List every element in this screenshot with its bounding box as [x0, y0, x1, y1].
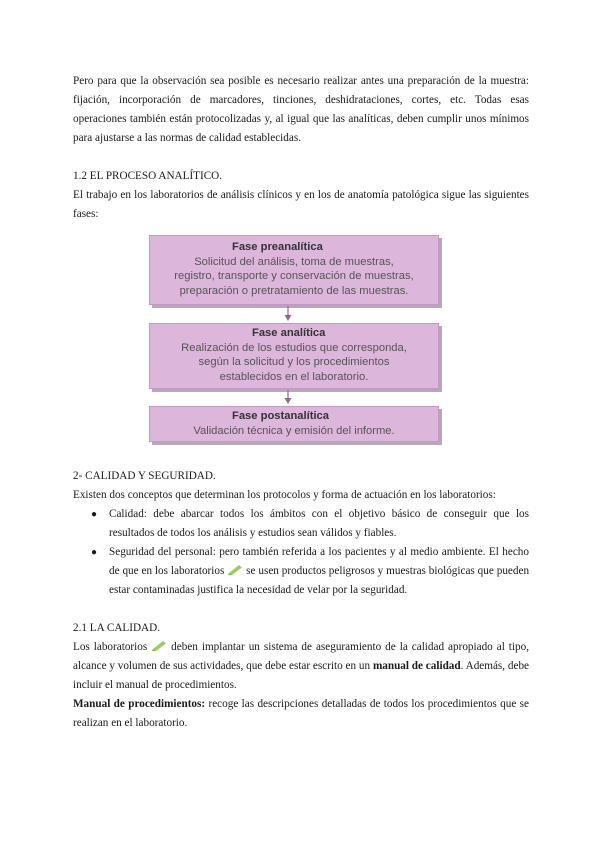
phase-line: establecidos en el laboratorio. [219, 370, 369, 383]
phase-title: Fase preanalítica [232, 241, 323, 253]
phase-title: Fase postanalítica [232, 410, 329, 422]
bullet-icon: ● [91, 509, 98, 520]
manual-calidad-term: manual de calidad [372, 660, 461, 672]
list-item [91, 543, 530, 600]
phase-line: Validación técnica y emisión del informe. [193, 424, 395, 437]
text-span: . Además, debe incluir el manual de procedimientos. [73, 660, 529, 691]
phase-line: registro, transporte y conservación de muestras, [174, 270, 414, 282]
section-1-2-text: El trabajo en los laboratorios de análisis clínicos y en los de anatomía patológica sigue las siguientes fases: [73, 189, 529, 220]
pencil-icon [227, 564, 243, 575]
phase-line: Realización de los estudios que corresponda, [181, 341, 407, 354]
phase-title: Fase analítica [252, 327, 326, 339]
list-item [91, 505, 529, 543]
section-2-1-heading: 2.1 LA CALIDAD. [73, 622, 161, 634]
list-item-text: Seguridad del personal: pero también referida a los pacientes y al medio ambiente. El hecho de que en los laboratorios [109, 546, 529, 577]
phase-preanalitica-box [149, 235, 439, 305]
process-diagram [149, 235, 439, 453]
phase-line: preparación o pretratamiento de las muestras. [179, 284, 409, 297]
manual-procedimientos-paragraph [73, 695, 529, 733]
text-span: Los laboratorios [73, 641, 148, 653]
pencil-icon [151, 640, 167, 651]
phase-line: según la solicitud y los procedimientos [198, 356, 390, 368]
document-page [73, 72, 529, 733]
bullet-list [73, 505, 529, 600]
phase-postanalitica-box [149, 406, 439, 442]
down-arrow-icon [283, 306, 293, 322]
list-item-text: Calidad: debe abarcar todos los ámbitos con el objetivo básico de conseguir que los resultados de todos los análisis y estudios sean válidos y fiables. [109, 508, 529, 539]
bullet-icon: ● [91, 547, 98, 558]
text-span: recoge las descripciones detalladas de todos los procedimientos que se realizan en el laboratorio. [73, 698, 529, 729]
section-2-heading: 2- CALIDAD Y SEGURIDAD. [73, 470, 216, 482]
intro-paragraph: Pero para que la observación sea posible es necesario realizar antes una preparación de la muestra: fijación, incorporación de marcadores, tinciones, deshidrataciones, cortes, etc. Todas esas operaciones también están protocolizadas y, al igual que las analíticas, deben cumplir unos mínimos para ajustarse a las normas de calidad establecidas. [73, 75, 529, 144]
text-span: deben implantar un sistema de aseguramiento de la calidad apropiado al tipo, alcance y volumen de sus actividades, que debe estar escrito en un [73, 641, 530, 672]
list-item-text: se usen productos peligrosos y muestras biológicas que pueden estar contaminadas justifica la necesidad de velar por la seguridad. [109, 565, 530, 596]
phase-line: Solicitud del análisis, toma de muestras, [194, 255, 394, 268]
manual-procedimientos-term: Manual de procedimientos: [73, 698, 206, 710]
section-2-1-paragraph [73, 638, 529, 695]
section-1-2-heading: 1.2 EL PROCESO ANALÍTICO. [73, 170, 223, 182]
section-2-text: Existen dos conceptos que determinan los protocolos y forma de actuación en los laboratorios: [73, 489, 496, 501]
phase-analitica-box [149, 323, 439, 389]
down-arrow-icon [283, 390, 293, 405]
